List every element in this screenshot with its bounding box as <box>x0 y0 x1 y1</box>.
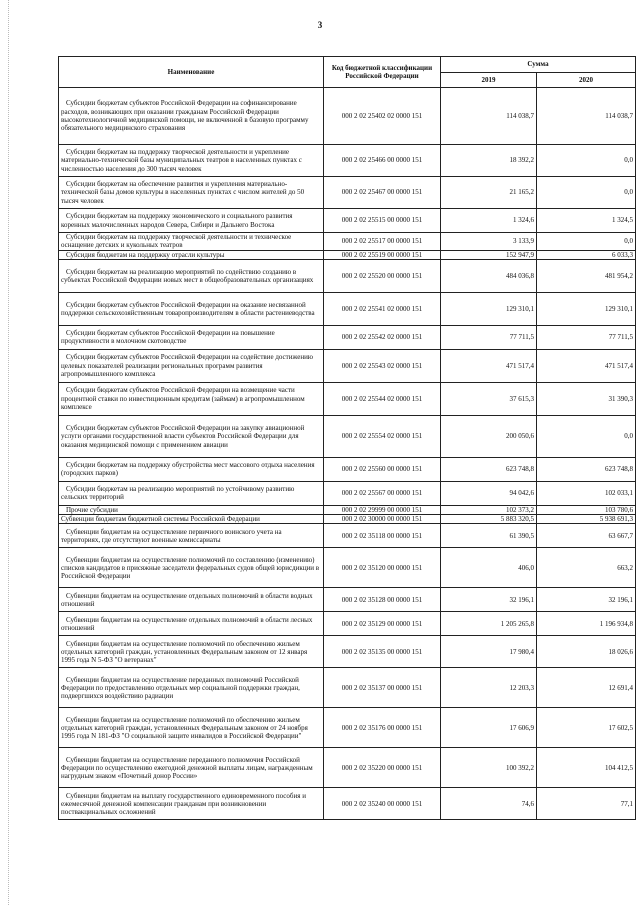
table-row <box>59 259 636 292</box>
row-code: 000 2 02 35120 00 0000 151 <box>324 548 441 588</box>
row-name: Субвенции бюджетам на осуществление полномочий по составлению (изменению) списков кандидатов в присяжные заседатели федеральных судов общей юрисдикции в Российской Федерации <box>59 548 324 588</box>
row-code: 000 2 02 25543 02 0000 151 <box>324 349 441 382</box>
row-amount-2019: 100 392,2 <box>441 748 537 788</box>
row-amount-2019: 152 947,9 <box>441 250 537 259</box>
row-amount-2019: 471 517,4 <box>441 349 537 382</box>
row-name: Субсидии бюджетам субъектов Российской Федерации на закупку авиационной услуги органами государственной власти субъектов Российской Федерации для оказания медицинской помощи с применением авиации <box>59 415 324 457</box>
row-amount-2019: 18 392,2 <box>441 145 537 177</box>
table-row <box>59 457 636 481</box>
row-name: Субвенции бюджетам на осуществление переданного полномочия Российской Федерации по осуществлению ежегодной денежной выплаты лицам, награжденным нагрудным знаком «Почетный донор России» <box>59 748 324 788</box>
row-name: Субсидии бюджетам на реализацию мероприятий по устойчивому развитию сельских территорий <box>59 481 324 505</box>
row-amount-2020: 1 196 934,8 <box>537 612 636 636</box>
row-amount-2019: 129 310,1 <box>441 292 537 325</box>
row-name: Субсидии бюджетам субъектов Российской Федерации на содействие достижению целевых показателей реализации региональных программ развития агропромышленного комплекса <box>59 349 324 382</box>
row-name: Субвенции бюджетам на осуществление полномочий по обеспечению жильем отдельных категорий граждан, установленных Федеральным законом от 12 января 1995 года N 5-ФЗ "О ветеранах" <box>59 636 324 668</box>
row-code: 000 2 02 25515 00 0000 151 <box>324 209 441 233</box>
row-amount-2019: 5 883 320,5 <box>441 515 537 524</box>
row-amount-2020: 5 938 691,3 <box>537 515 636 524</box>
row-code: 000 2 02 35220 00 0000 151 <box>324 748 441 788</box>
row-name: Субвенции бюджетам на выплату государственного единовременного пособия и ежемесячной денежной компенсации гражданам при возникновении поствакцинальных осложнений <box>59 788 324 820</box>
row-amount-2020: 77,1 <box>537 788 636 820</box>
table-row <box>59 88 636 145</box>
page-number: 3 <box>317 20 323 30</box>
table-row <box>59 325 636 349</box>
row-name: Субсидии бюджетам субъектов Российской Федерации на оказание несвязанной поддержки сельскохозяйственным товаропроизводителям в области растениеводства <box>59 292 324 325</box>
row-amount-2019: 3 133,9 <box>441 233 537 251</box>
row-code: 000 2 02 25402 02 0000 151 <box>324 88 441 145</box>
row-amount-2020: 77 711,5 <box>537 325 636 349</box>
row-code: 000 2 02 25541 02 0000 151 <box>324 292 441 325</box>
table-row <box>59 292 636 325</box>
table-row <box>59 349 636 382</box>
row-name: Субсидии бюджетам на обеспечение развития и укрепления материально-технической базы домов культуры в населенных пунктах с числом жителей до 50 тысяч человек <box>59 177 324 209</box>
row-name: Субсидии бюджетам субъектов Российской Федерации на софинансирование расходов, возникающих при оказании гражданам Российской Федерации высокотехнологичной медицинской помощи, не включенной в базовую программу обязательного медицинского страхования <box>59 88 324 145</box>
table-row <box>59 548 636 588</box>
row-amount-2019: 77 711,5 <box>441 325 537 349</box>
row-code: 000 2 02 25517 00 0000 151 <box>324 233 441 251</box>
row-amount-2020: 103 780,6 <box>537 505 636 514</box>
table-row <box>59 382 636 415</box>
row-name: Субсидии бюджетам на поддержку обустройства мест массового отдыха населения (городских парков) <box>59 457 324 481</box>
row-code: 000 2 02 25519 00 0000 151 <box>324 250 441 259</box>
row-amount-2019: 32 196,1 <box>441 588 537 612</box>
row-code: 000 2 02 25544 02 0000 151 <box>324 382 441 415</box>
scan-edge <box>8 0 10 905</box>
row-code: 000 2 02 30000 00 0000 151 <box>324 515 441 524</box>
table-row <box>59 524 636 548</box>
row-name: Прочие субсидии <box>59 505 324 514</box>
row-name: Субвенции бюджетам на осуществление отдельных полномочий в области водных отношений <box>59 588 324 612</box>
row-amount-2020: 0,0 <box>537 177 636 209</box>
row-amount-2019: 74,6 <box>441 788 537 820</box>
row-code: 000 2 02 25560 00 0000 151 <box>324 457 441 481</box>
table-row <box>59 788 636 820</box>
row-amount-2020: 104 412,5 <box>537 748 636 788</box>
row-amount-2019: 21 165,2 <box>441 177 537 209</box>
row-amount-2019: 102 373,2 <box>441 505 537 514</box>
row-name: Субсидия бюджетам на поддержку отрасли культуры <box>59 250 324 259</box>
table-row <box>59 209 636 233</box>
row-amount-2019: 623 748,8 <box>441 457 537 481</box>
row-code: 000 2 02 35118 00 0000 151 <box>324 524 441 548</box>
row-name: Субвенции бюджетам на осуществление первичного воинского учета на территориях, где отсутствуют военные комиссариаты <box>59 524 324 548</box>
table-row <box>59 250 636 259</box>
header-name: Наименование <box>59 57 324 88</box>
table-row <box>59 748 636 788</box>
row-amount-2020: 12 691,4 <box>537 668 636 708</box>
table-total-row <box>59 515 636 524</box>
row-amount-2020: 0,0 <box>537 233 636 251</box>
row-amount-2019: 37 615,3 <box>441 382 537 415</box>
row-code: 000 2 02 25542 02 0000 151 <box>324 325 441 349</box>
row-amount-2020: 0,0 <box>537 415 636 457</box>
row-amount-2019: 406,0 <box>441 548 537 588</box>
row-name: Субсидии бюджетам на поддержку творческой деятельности и техническое оснащение детских и кукольных театров <box>59 233 324 251</box>
row-name: Субсидии бюджетам на поддержку экономического и социального развития коренных малочисленных народов Севера, Сибири и Дальнего Востока <box>59 209 324 233</box>
row-code: 000 2 02 35137 00 0000 151 <box>324 668 441 708</box>
row-name: Субсидии бюджетам на поддержку творческой деятельности и укрепление материально-технической базы муниципальных театров в населенных пунктах с численностью населения до 300 тысяч человек <box>59 145 324 177</box>
row-name: Субсидии бюджетам субъектов Российской Федерации на повышение продуктивности в молочном скотоводстве <box>59 325 324 349</box>
row-amount-2019: 114 038,7 <box>441 88 537 145</box>
table-row <box>59 145 636 177</box>
row-name: Субвенции бюджетам на осуществление отдельных полномочий в области лесных отношений <box>59 612 324 636</box>
row-amount-2020: 663,2 <box>537 548 636 588</box>
row-name: Субвенции бюджетам бюджетной системы Российской Федерации <box>59 515 324 524</box>
row-amount-2020: 6 033,3 <box>537 250 636 259</box>
header-code: Код бюджетной классификации Российской Федерации <box>324 57 441 88</box>
row-code: 000 2 02 35176 00 0000 151 <box>324 708 441 748</box>
row-amount-2020: 114 038,7 <box>537 88 636 145</box>
row-amount-2020: 1 324,5 <box>537 209 636 233</box>
row-amount-2019: 17 980,4 <box>441 636 537 668</box>
row-code: 000 2 02 29999 00 0000 151 <box>324 505 441 514</box>
row-amount-2020: 18 026,6 <box>537 636 636 668</box>
row-code: 000 2 02 25567 00 0000 151 <box>324 481 441 505</box>
row-name: Субвенции бюджетам на осуществление переданных полномочий Российской Федерации по предоставлению отдельных мер социальной поддержки граждан, подвергшихся воздействию радиации <box>59 668 324 708</box>
row-amount-2020: 31 390,3 <box>537 382 636 415</box>
table-row <box>59 233 636 251</box>
row-amount-2020: 32 196,1 <box>537 588 636 612</box>
header-year-2019: 2019 <box>441 73 537 88</box>
row-amount-2020: 471 517,4 <box>537 349 636 382</box>
row-code: 000 2 02 35128 00 0000 151 <box>324 588 441 612</box>
row-name: Субвенции бюджетам на осуществление полномочий по обеспечению жильем отдельных категорий граждан, установленных Федеральным законом от 24 ноября 1995 года N 181-ФЗ "О социальной защите инвалидов в Российской Федерации" <box>59 708 324 748</box>
row-name: Субсидии бюджетам субъектов Российской Федерации на возмещение части процентной ставки по инвестиционным кредитам (займам) в агропромышленном комплексе <box>59 382 324 415</box>
row-amount-2020: 63 667,7 <box>537 524 636 548</box>
row-amount-2020: 17 602,5 <box>537 708 636 748</box>
row-amount-2019: 12 203,3 <box>441 668 537 708</box>
row-amount-2019: 17 606,9 <box>441 708 537 748</box>
header-sum: Сумма <box>441 57 636 73</box>
table-row <box>59 612 636 636</box>
header-year-2020: 2020 <box>537 73 636 88</box>
table-row <box>59 668 636 708</box>
row-code: 000 2 02 35240 00 0000 151 <box>324 788 441 820</box>
row-amount-2020: 0,0 <box>537 145 636 177</box>
row-code: 000 2 02 35129 00 0000 151 <box>324 612 441 636</box>
row-code: 000 2 02 25520 00 0000 151 <box>324 259 441 292</box>
row-code: 000 2 02 25554 02 0000 151 <box>324 415 441 457</box>
table-row <box>59 415 636 457</box>
table-row <box>59 636 636 668</box>
table-row <box>59 588 636 612</box>
budget-revenue-table <box>58 56 636 820</box>
row-amount-2020: 102 033,1 <box>537 481 636 505</box>
table-body <box>59 88 636 820</box>
row-name: Субсидии бюджетам на реализацию мероприятий по содействию созданию в субъектах Российской Федерации новых мест в общеобразовательных организациях <box>59 259 324 292</box>
row-amount-2020: 623 748,8 <box>537 457 636 481</box>
table-row <box>59 177 636 209</box>
row-amount-2019: 484 036,8 <box>441 259 537 292</box>
row-amount-2019: 61 390,5 <box>441 524 537 548</box>
row-amount-2020: 481 954,2 <box>537 259 636 292</box>
table-row <box>59 505 636 514</box>
row-code: 000 2 02 25466 00 0000 151 <box>324 145 441 177</box>
row-code: 000 2 02 25467 00 0000 151 <box>324 177 441 209</box>
row-amount-2019: 1 205 265,8 <box>441 612 537 636</box>
table-row <box>59 481 636 505</box>
row-amount-2019: 1 324,6 <box>441 209 537 233</box>
row-amount-2019: 200 050,6 <box>441 415 537 457</box>
table-row <box>59 708 636 748</box>
row-code: 000 2 02 35135 00 0000 151 <box>324 636 441 668</box>
row-amount-2020: 129 310,1 <box>537 292 636 325</box>
row-amount-2019: 94 042,6 <box>441 481 537 505</box>
